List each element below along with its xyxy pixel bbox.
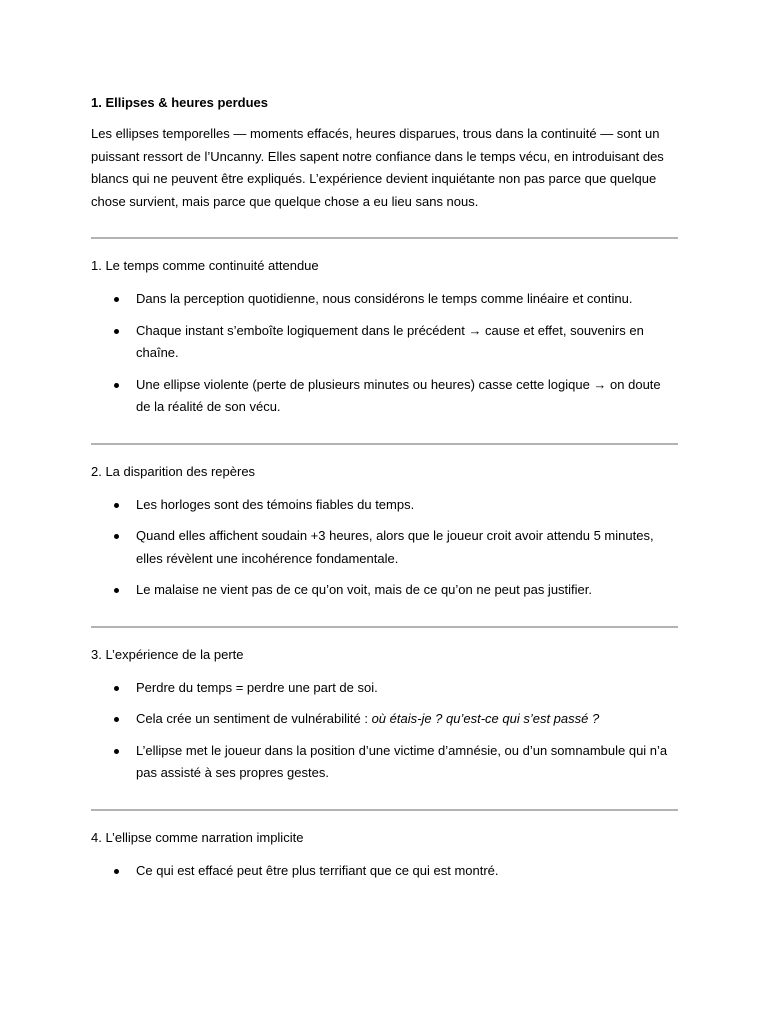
bullet-list (91, 677, 678, 785)
bullet-item (91, 320, 678, 365)
bullet-text: Les horloges sont des témoins fiables du temps. (136, 496, 415, 512)
bullet-item (91, 579, 678, 602)
bullet-item (91, 525, 678, 570)
bullet-text: Quand elles affichent soudain +3 heures, alors que le joueur croit avoir attendu 5 minutes, elles révèlent une incohérence fondamentale. (136, 528, 654, 566)
bullet-dot-icon (114, 686, 119, 691)
bullet-dot-icon (114, 749, 119, 754)
bullet-emphasis-text: où étais-je ? qu’est-ce qui s’est passé ? (371, 711, 600, 726)
bullet-dot-icon (114, 717, 119, 722)
bullet-text: Chaque instant s’emboîte logiquement dans le précédent → cause et effet, souvenirs en chaîne. (136, 322, 644, 360)
bullet-item (91, 288, 678, 311)
section-heading: 1. Le temps comme continuité attendue (91, 258, 319, 273)
bullet-item (91, 708, 678, 731)
section-heading: 2. La disparition des repères (91, 463, 256, 479)
bullet-text: Dans la perception quotidienne, nous considérons le temps comme linéaire et continu. (136, 291, 633, 306)
section-divider (91, 237, 678, 239)
bullet-item (91, 677, 678, 700)
bullet-dot-icon (114, 869, 119, 874)
bullet-text: Une ellipse violente (perte de plusieurs minutes ou heures) casse cette logique → on doute de la réalité de son vécu. (136, 376, 661, 414)
bullet-list (91, 860, 678, 883)
section-divider (91, 809, 678, 811)
section-divider (91, 443, 678, 445)
bullet-text: L’ellipse met le joueur dans la position d’une victime d’amnésie, ou d’un somnambule qui n’a pas assisté à ses propres gestes. (136, 742, 668, 780)
bullet-list (91, 494, 678, 602)
bullet-dot-icon (114, 297, 119, 302)
section-heading: 3. L’expérience de la perte (91, 646, 244, 662)
bullet-text: Cela crée un sentiment de vulnérabilité : (136, 711, 372, 726)
bullet-text: Le malaise ne vient pas de ce qu’on voit, mais de ce qu’on ne peut pas justifier. (136, 582, 593, 597)
bullet-dot-icon (114, 503, 119, 508)
bullet-item (91, 494, 678, 517)
bullet-dot-icon (114, 383, 119, 388)
bullet-list (91, 288, 678, 419)
section-divider (91, 626, 678, 628)
sections-container (91, 237, 678, 882)
intro-paragraph: Les ellipses temporelles — moments effacés, heures disparues, trous dans la continuité — sont un puissant ressort de l’Uncanny. Elles sapent notre confiance dans le temps vécu, en introduisant des blancs qui ne peuvent être expliqués. L’expérience devient inquiétante non pas parce que quelque chose survient, mais parce que quelque chose a eu lieu sans nous. (91, 126, 664, 209)
bullet-item (91, 374, 678, 419)
bullet-item (91, 740, 678, 785)
bullet-text: Ce qui est effacé peut être plus terrifiant que ce qui est montré. (136, 862, 499, 878)
bullet-dot-icon (114, 588, 119, 593)
bullet-text: Perdre du temps = perdre une part de soi. (136, 679, 378, 695)
bullet-dot-icon (114, 534, 119, 539)
bullet-dot-icon (114, 329, 119, 334)
document-title: 1. Ellipses & heures perdues (91, 95, 269, 110)
section-heading: 4. L’ellipse comme narration implicite (91, 829, 304, 845)
bullet-item (91, 860, 678, 883)
